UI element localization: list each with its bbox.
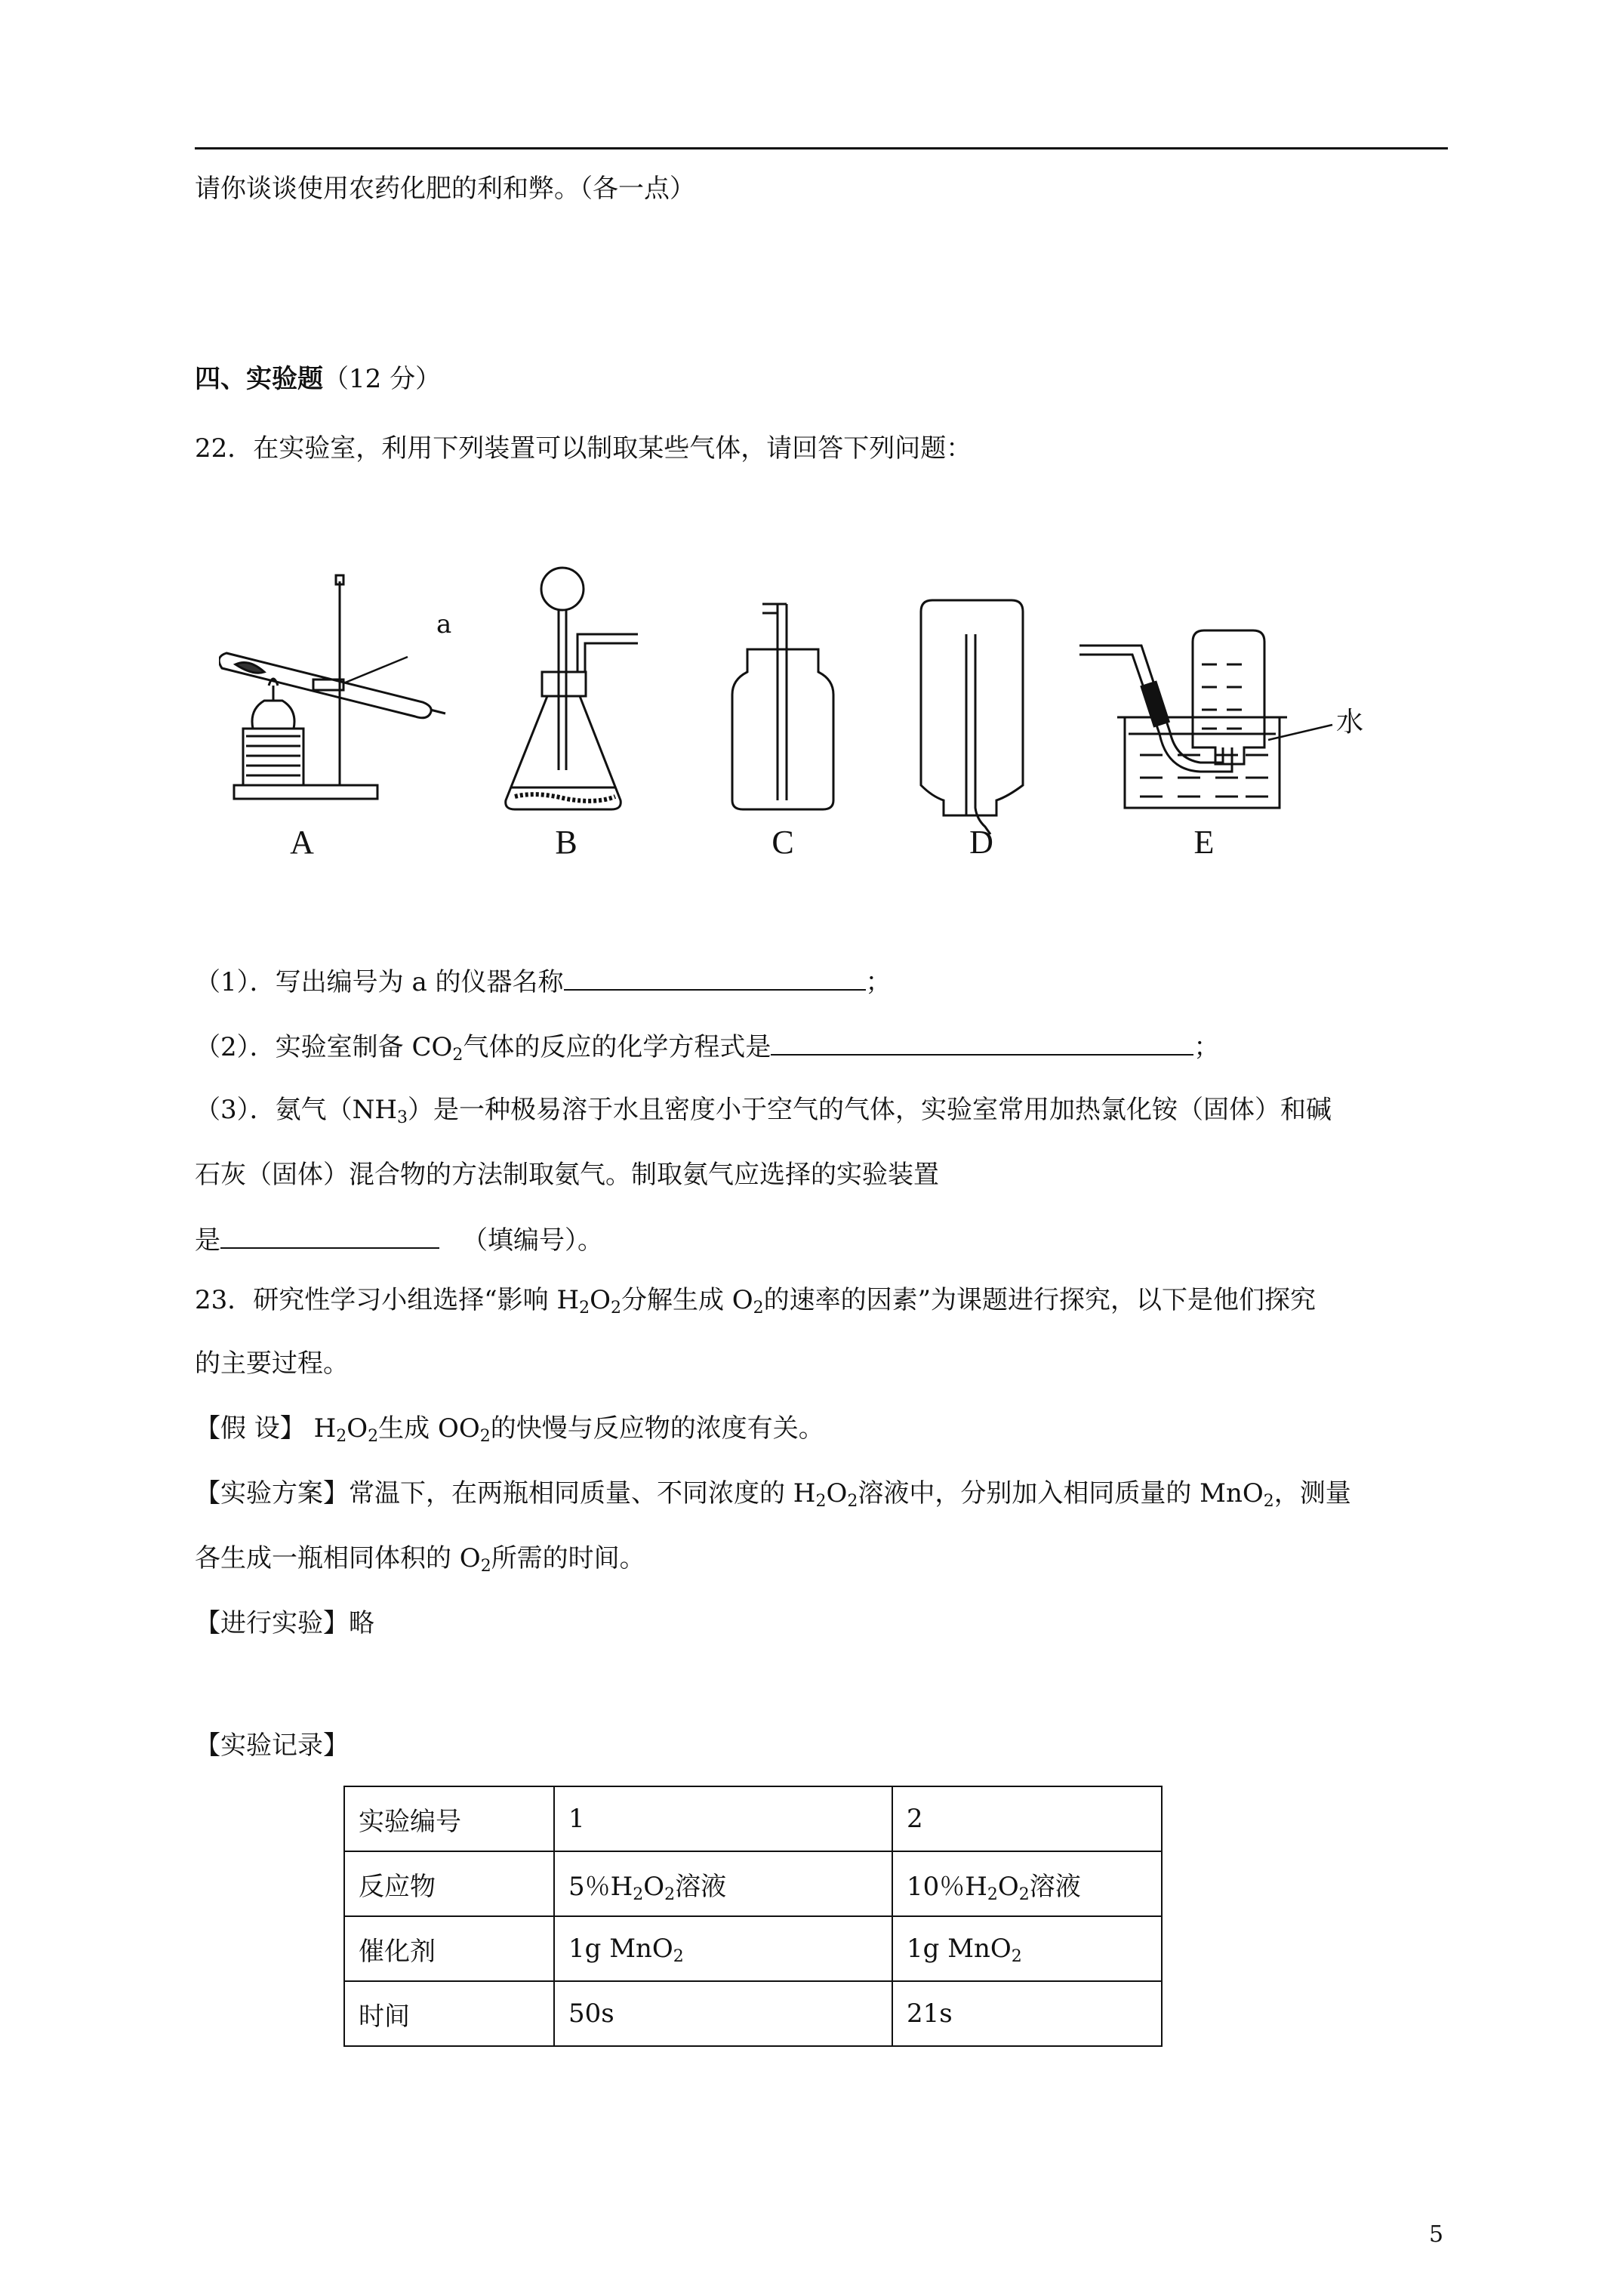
q22-part3-line1: （3）．氨气$(NH_3)$是一种极易溶于水且密度小于空气的气体，实验室常用加热氯化铵（固体）和碱 [195, 1095, 1332, 1127]
answer-blank-3[interactable] [220, 1222, 439, 1249]
q22-stem: 22．在实验室，利用下列装置可以制取某些气体，请回答下列问题： [195, 433, 972, 464]
q23-plan-line1: 【实验方案】常温下，在两瓶相同质量、不同浓度的 $H_2O_2$溶液中，分别加入相同质量的 MnO$_2$，测量 [195, 1478, 1351, 1511]
q22-part1: （1）．写出编号为 a 的仪器名称 ； [195, 963, 892, 999]
q23-stem-line2: 的主要过程。 [195, 1348, 349, 1379]
label-B: B [555, 824, 577, 861]
q23-record-heading: 【实验记录】 [195, 1730, 349, 1761]
page-number: 5 [1429, 2221, 1444, 2248]
apparatus-d [921, 600, 1023, 834]
table-row: 时间 50s 21s [344, 1981, 1162, 2046]
label-water: 水 [1336, 707, 1364, 738]
apparatus-figure [219, 559, 1381, 868]
label-E: E [1193, 824, 1215, 861]
table-row: 反应物 5％$H_2O_2$溶液 10％$H_2O_2$溶液 [344, 1851, 1162, 1916]
q22-part2: （2）．实验室制备 $CO_2$气体的反应的化学方程式是 ； [195, 1028, 1219, 1064]
table-row: 催化剂 1g MnO$_2$ 1g MnO$_2$ [344, 1916, 1162, 1981]
q23-procedure: 【进行实验】略 [195, 1608, 374, 1638]
q22-part3-line3: 是 （填编号）。 [195, 1222, 603, 1257]
apparatus-a [219, 575, 445, 799]
q21-tail-text: 请你谈谈使用农药化肥的利和弊。（各一点） [195, 174, 695, 204]
label-C: C [771, 824, 794, 861]
q23-stem-line1: 23．研究性学习小组选择“影响 $H_2O_2$分解生成 $O_2$的速率的因素”为课题进行探究，以下是他们探究 [195, 1285, 1317, 1318]
answer-blank-2[interactable] [771, 1028, 1193, 1056]
section-title: 四、实验题 [195, 364, 323, 394]
q23-hypothesis: 【假 设】 $H_2O_2$生成 $OO_2$的快慢与反应物的浓度有关。 [195, 1413, 824, 1446]
q22-part3-line2: 石灰（固体）混合物的方法制取氨气。制取氨气应选择的实验装置 [195, 1160, 939, 1190]
apparatus-e [1079, 630, 1332, 808]
label-D: D [969, 824, 993, 861]
header-rule [195, 147, 1448, 149]
experiment-record-table [343, 1786, 1163, 2047]
apparatus-c [732, 604, 833, 809]
apparatus-b [506, 568, 638, 809]
label-A: A [290, 824, 314, 861]
answer-blank-1[interactable] [564, 963, 866, 991]
table-row: 实验编号 1 2 [344, 1786, 1162, 1851]
section-heading [195, 362, 441, 396]
label-a: a [436, 609, 452, 639]
section-score: （12 分） [323, 364, 442, 394]
q23-plan-line2: 各生成一瓶相同体积的 $O_2$所需的时间。 [195, 1543, 645, 1576]
